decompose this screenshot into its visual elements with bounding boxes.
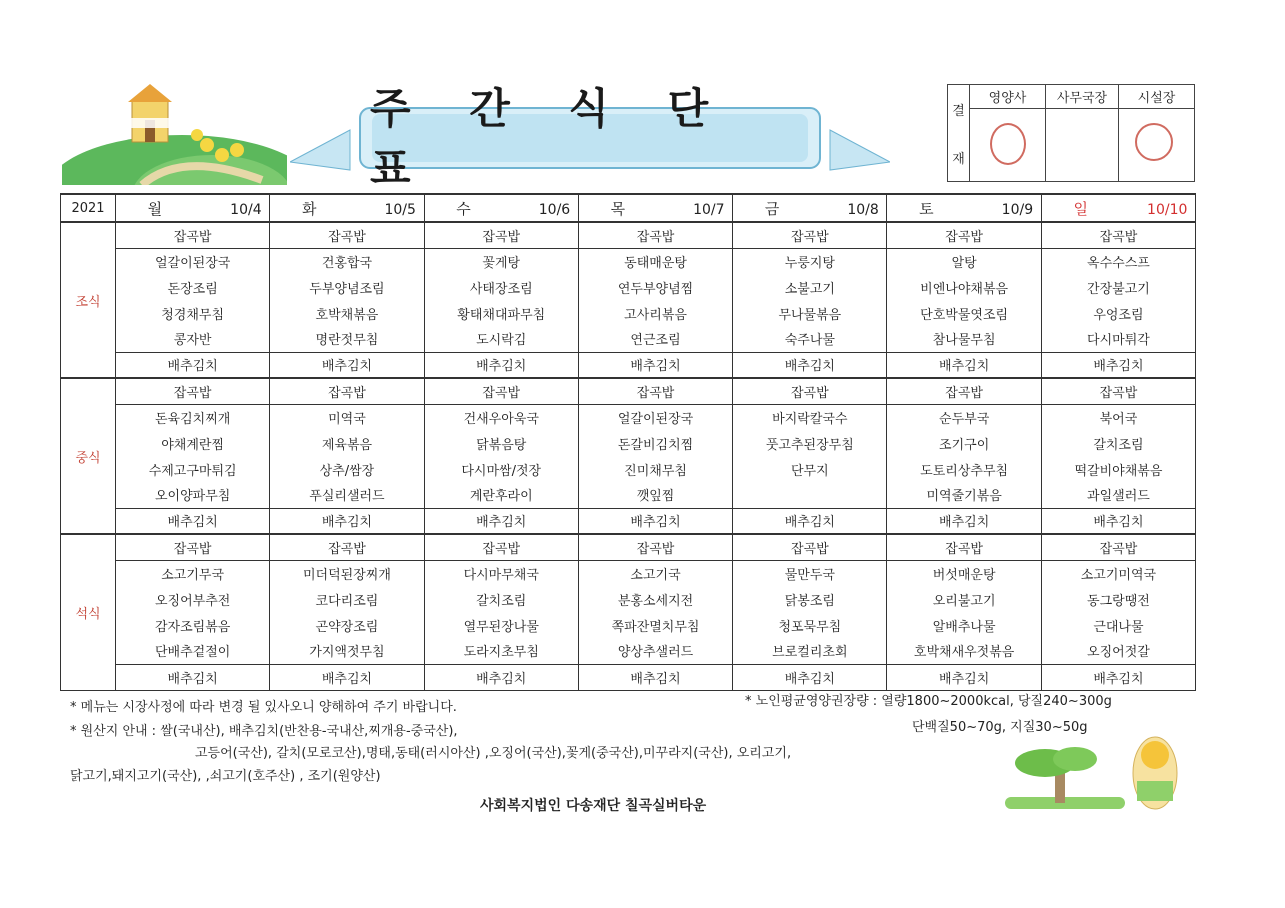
menu-item: 도라지초무침	[424, 638, 578, 664]
menu-item: 얼갈이된장국	[116, 248, 270, 274]
menu-item: 갈치조림	[424, 586, 578, 612]
menu-item: 알탕	[887, 248, 1041, 274]
menu-item: 오리불고기	[887, 586, 1041, 612]
menu-item	[733, 482, 887, 508]
menu-item: 배추김치	[733, 664, 887, 690]
day-date: 10/10	[1147, 201, 1188, 218]
day-name: 수	[456, 199, 471, 218]
menu-item: 계란후라이	[424, 482, 578, 508]
day-name: 토	[919, 199, 934, 218]
stamp-seal	[1135, 123, 1173, 161]
menu-item: 잡곡밥	[270, 534, 424, 560]
menu-body	[61, 222, 1196, 690]
menu-item: 야채계란찜	[116, 430, 270, 456]
table-row	[61, 300, 1196, 326]
menu-item: 잡곡밥	[1041, 378, 1195, 404]
menu-item: 배추김치	[887, 508, 1041, 534]
menu-item: 열무된장나물	[424, 612, 578, 638]
menu-item: 배추김치	[887, 352, 1041, 378]
menu-item: 배추김치	[424, 352, 578, 378]
origin-note-line3: 닭고기,돼지고기(국산), ,쇠고기(호주산) , 조기(원양산)	[70, 769, 381, 784]
menu-item: 건새우아욱국	[424, 404, 578, 430]
menu-item: 코다리조림	[270, 586, 424, 612]
menu-item: 누룽지탕	[733, 248, 887, 274]
menu-item: 배추김치	[578, 352, 732, 378]
menu-item: 잡곡밥	[270, 378, 424, 404]
menu-item: 배추김치	[116, 664, 270, 690]
menu-item: 동태매운탕	[578, 248, 732, 274]
menu-item: 두부양념조림	[270, 274, 424, 300]
meal-label: 중식	[61, 378, 116, 534]
menu-item: 배추김치	[116, 508, 270, 534]
menu-item: 떡갈비야채볶음	[1041, 456, 1195, 482]
table-row	[61, 482, 1196, 508]
approval-box	[947, 84, 1195, 182]
menu-item: 소불고기	[733, 274, 887, 300]
approval-side-bottom: 재	[952, 151, 965, 167]
menu-item: 버섯매운탕	[887, 560, 1041, 586]
menu-item: 배추김치	[1041, 352, 1195, 378]
menu-item: 배추김치	[424, 508, 578, 534]
menu-item: 과일샐러드	[1041, 482, 1195, 508]
menu-item: 수제고구마튀김	[116, 456, 270, 482]
menu-item: 참나물무침	[887, 326, 1041, 352]
menu-item: 다시마무채국	[424, 560, 578, 586]
menu-item: 닭볶음탕	[424, 430, 578, 456]
menu-item: 배추김치	[116, 352, 270, 378]
menu-item: 단호박물엿조림	[887, 300, 1041, 326]
approval-head: 영양사	[970, 85, 1045, 109]
menu-item: 오이양파무침	[116, 482, 270, 508]
menu-item: 분홍소세지전	[578, 586, 732, 612]
table-row	[61, 560, 1196, 586]
menu-item: 잡곡밥	[887, 534, 1041, 560]
menu-item: 물만두국	[733, 560, 887, 586]
table-row	[61, 274, 1196, 300]
table-row	[61, 456, 1196, 482]
menu-change-note: * 메뉴는 시장사정에 따라 변경 될 있사오니 양해하여 주기 바랍니다.	[70, 700, 457, 715]
menu-item: 청경채무침	[116, 300, 270, 326]
menu-item: 잡곡밥	[116, 222, 270, 248]
menu-item: 비엔나야채볶음	[887, 274, 1041, 300]
day-header-1	[116, 194, 270, 222]
day-header-2	[270, 194, 424, 222]
menu-item: 명란젓무침	[270, 326, 424, 352]
page-title: 주 간 식 단 표	[370, 84, 731, 193]
menu-item: 건홍합국	[270, 248, 424, 274]
menu-item: 간장불고기	[1041, 274, 1195, 300]
day-name: 월	[147, 199, 163, 218]
menu-item: 풋고추된장무침	[733, 430, 887, 456]
approval-head: 시설장	[1119, 85, 1194, 109]
menu-item: 콩자반	[116, 326, 270, 352]
table-row	[61, 638, 1196, 664]
day-header-4	[578, 194, 732, 222]
menu-item: 돈육김치찌개	[116, 404, 270, 430]
day-date: 10/8	[847, 201, 879, 218]
menu-item: 잡곡밥	[1041, 534, 1195, 560]
menu-item: 청포묵무침	[733, 612, 887, 638]
menu-item: 단무지	[733, 456, 887, 482]
day-name: 화	[301, 199, 317, 218]
day-date: 10/7	[693, 201, 725, 218]
tree-egg-illustration	[1005, 735, 1190, 815]
menu-item: 배추김치	[887, 664, 1041, 690]
menu-item: 바지락칼국수	[733, 404, 887, 430]
menu-item: 순두부국	[887, 404, 1041, 430]
menu-item: 동그랑땡전	[1041, 586, 1195, 612]
day-header-7	[1041, 194, 1195, 222]
menu-item: 숙주나물	[733, 326, 887, 352]
menu-item: 도시락김	[424, 326, 578, 352]
menu-item: 오징어젓갈	[1041, 638, 1195, 664]
menu-item: 다시마튀각	[1041, 326, 1195, 352]
menu-item: 배추김치	[733, 508, 887, 534]
menu-item: 근대나물	[1041, 612, 1195, 638]
menu-item: 배추김치	[270, 664, 424, 690]
meal-label: 석식	[61, 534, 116, 690]
menu-item: 잡곡밥	[887, 222, 1041, 248]
day-date: 10/4	[230, 201, 262, 218]
menu-item: 소고기국	[578, 560, 732, 586]
menu-item: 북어국	[1041, 404, 1195, 430]
day-name: 일	[1073, 199, 1088, 218]
menu-item: 미더덕된장찌개	[270, 560, 424, 586]
menu-item: 무나물볶음	[733, 300, 887, 326]
table-row	[61, 326, 1196, 352]
day-header-5	[733, 194, 887, 222]
menu-item: 사태장조림	[424, 274, 578, 300]
menu-item: 잡곡밥	[424, 534, 578, 560]
menu-item: 배추김치	[1041, 508, 1195, 534]
menu-item: 잡곡밥	[116, 378, 270, 404]
table-row	[61, 586, 1196, 612]
table-row	[61, 378, 1196, 404]
menu-item: 잡곡밥	[578, 534, 732, 560]
menu-item: 돈갈비김치찜	[578, 430, 732, 456]
table-row	[61, 430, 1196, 456]
stamp-seal	[990, 123, 1026, 165]
menu-item: 잡곡밥	[578, 378, 732, 404]
day-name: 목	[610, 199, 626, 218]
day-date: 10/6	[538, 201, 571, 218]
menu-item: 깻잎찜	[578, 482, 732, 508]
menu-item: 잡곡밥	[578, 222, 732, 248]
menu-item: 닭봉조림	[733, 586, 887, 612]
menu-item: 옥수수스프	[1041, 248, 1195, 274]
menu-item: 제육볶음	[270, 430, 424, 456]
menu-item: 잡곡밥	[424, 378, 578, 404]
year-cell: 2021	[61, 194, 116, 222]
menu-item: 잡곡밥	[733, 222, 887, 248]
menu-item: 오징어부추전	[116, 586, 270, 612]
weekly-menu-table	[60, 193, 1196, 691]
menu-item: 연근조림	[578, 326, 732, 352]
menu-item: 미역줄기볶음	[887, 482, 1041, 508]
menu-item: 고사리볶음	[578, 300, 732, 326]
approval-col-nutritionist	[970, 85, 1046, 181]
menu-item: 배추김치	[578, 508, 732, 534]
table-row	[61, 612, 1196, 638]
menu-item: 연두부양념찜	[578, 274, 732, 300]
menu-item: 잡곡밥	[1041, 222, 1195, 248]
menu-item: 갈치조림	[1041, 430, 1195, 456]
origin-note-line1: * 원산지 안내 : 쌀(국내산), 배추김치(반찬용-국내산,찌개용-중국산),	[70, 724, 458, 739]
approval-side-top: 결	[952, 103, 965, 119]
table-header-row	[61, 194, 1196, 222]
hill-house-illustration	[62, 80, 287, 185]
table-row	[61, 534, 1196, 560]
menu-item: 호박채새우젓볶음	[887, 638, 1041, 664]
menu-item: 잡곡밥	[424, 222, 578, 248]
menu-item: 배추김치	[270, 508, 424, 534]
menu-item: 소고기미역국	[1041, 560, 1195, 586]
menu-item: 잡곡밥	[887, 378, 1041, 404]
menu-item: 감자조림볶음	[116, 612, 270, 638]
menu-item: 브로컬리초회	[733, 638, 887, 664]
day-name: 금	[764, 199, 780, 218]
menu-item: 얼갈이된장국	[578, 404, 732, 430]
menu-item: 잡곡밥	[270, 222, 424, 248]
nutrition-note-line2: 단백질50~70g, 지질30~50g	[912, 720, 1088, 735]
menu-item: 잡곡밥	[733, 534, 887, 560]
menu-item: 호박채볶음	[270, 300, 424, 326]
menu-item: 도토리상추무침	[887, 456, 1041, 482]
menu-item: 쪽파잔멸치무침	[578, 612, 732, 638]
menu-item: 돈장조림	[116, 274, 270, 300]
menu-item: 가지액젓무침	[270, 638, 424, 664]
day-header-6	[887, 194, 1041, 222]
table-row	[61, 404, 1196, 430]
table-row	[61, 664, 1196, 690]
table-row	[61, 508, 1196, 534]
menu-item: 배추김치	[270, 352, 424, 378]
menu-item: 상추/쌈장	[270, 456, 424, 482]
approval-col-secretary	[1046, 85, 1119, 181]
menu-item: 잡곡밥	[116, 534, 270, 560]
menu-item: 곤약장조림	[270, 612, 424, 638]
menu-item: 다시마쌈/젓장	[424, 456, 578, 482]
menu-item: 우엉조림	[1041, 300, 1195, 326]
approval-col-director	[1119, 85, 1194, 181]
menu-item: 단배추겉절이	[116, 638, 270, 664]
menu-item: 배추김치	[578, 664, 732, 690]
menu-item: 소고기무국	[116, 560, 270, 586]
menu-item: 잡곡밥	[733, 378, 887, 404]
menu-item: 미역국	[270, 404, 424, 430]
menu-item: 배추김치	[733, 352, 887, 378]
table-row	[61, 352, 1196, 378]
menu-item: 배추김치	[1041, 664, 1195, 690]
nutrition-note-line1: * 노인평균영양권장량 : 열량1800~2000kcal, 당질240~300g	[745, 694, 1112, 709]
menu-item: 진미채무침	[578, 456, 732, 482]
approval-head: 사무국장	[1046, 85, 1118, 109]
menu-item: 배추김치	[424, 664, 578, 690]
approval-side-label	[948, 85, 970, 181]
menu-item: 알배추나물	[887, 612, 1041, 638]
table-row	[61, 222, 1196, 248]
day-date: 10/9	[1001, 201, 1034, 218]
menu-item: 황태채대파무침	[424, 300, 578, 326]
day-date: 10/5	[384, 201, 416, 218]
meal-label: 조식	[61, 222, 116, 378]
origin-note-line2: 고등어(국산), 갈치(모로코산),명태,동태(러시아산) ,오징어(국산),꽃게(중국산),미꾸라지(국산), 오리고기,	[195, 746, 792, 761]
day-header-3	[424, 194, 578, 222]
menu-item: 꽃게탕	[424, 248, 578, 274]
menu-item: 조기구이	[887, 430, 1041, 456]
organization-footer: 사회복지법인 다송재단 칠곡실버타운	[480, 798, 707, 814]
table-row	[61, 248, 1196, 274]
menu-item: 푸실리샐러드	[270, 482, 424, 508]
menu-item: 양상추샐러드	[578, 638, 732, 664]
